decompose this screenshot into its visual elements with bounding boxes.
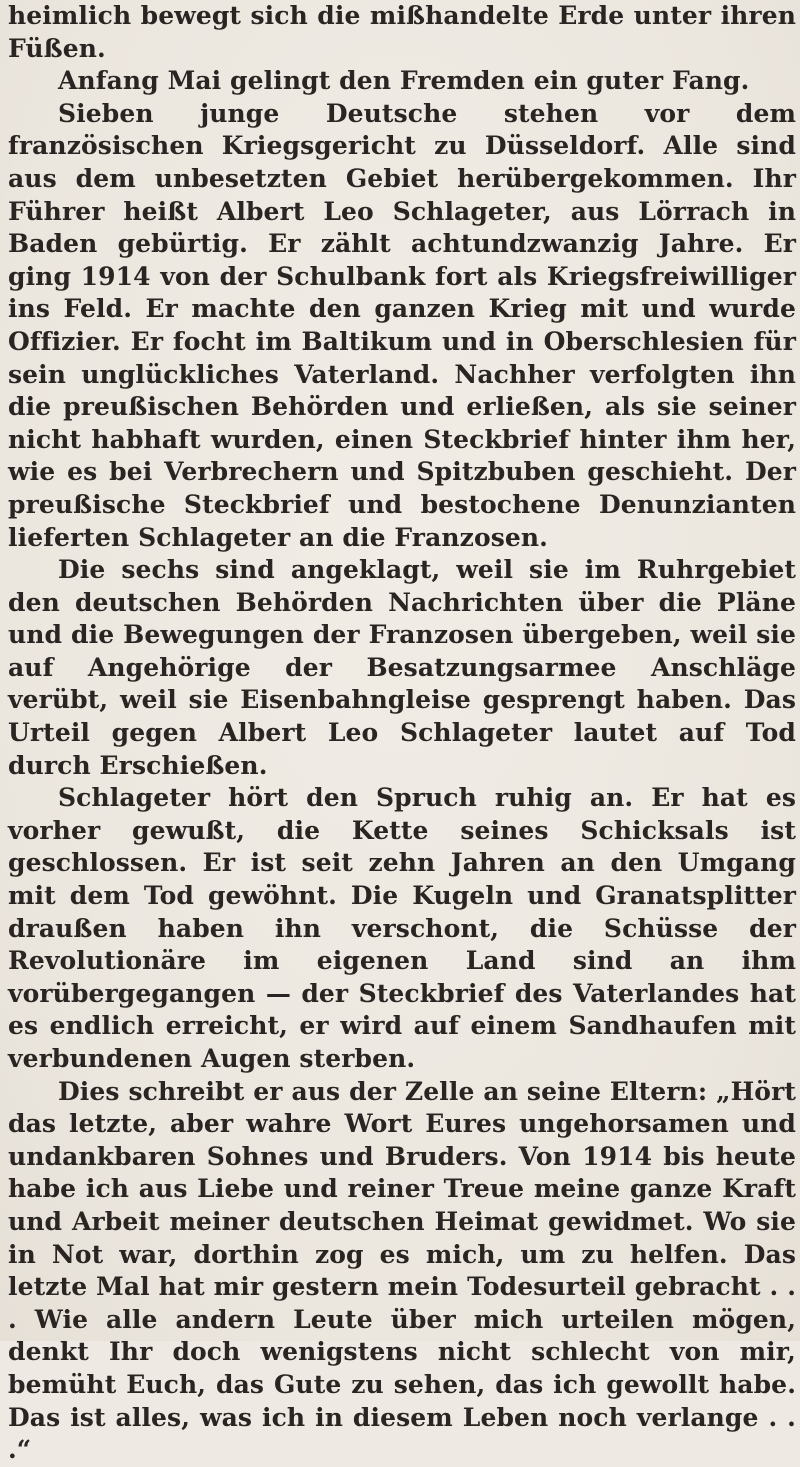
paragraph-6: Dies schreibt er aus der Zelle an seine Eltern: „Hört das letzte, aber wahre Wort Eures ungehorsamen und undankbaren Sohnes und Bruders. Von 1914 bis heute habe ich aus Liebe und reiner Treue meine ganze Kraft und Arbeit meiner deutschen Heimat gewidmet. Wo sie in Not war, dorthin zog es mich, um zu helfen. Das letzte Mal hat mir gestern mein Todesurteil gebracht . . . Wie alle andern Leute über mich urteilen mögen, denkt Ihr doch wenigstens nicht schlecht von mir, bemüht Euch, das Gute zu sehen, das ich gewollt habe. Das ist alles, was ich in diesem Leben noch verlange . . .“	[8, 1076, 796, 1465]
paragraph-3: Sieben junge Deutsche stehen vor dem französischen Kriegsgericht zu Düsseldorf. Alle sind aus dem unbesetzten Gebiet herübergekommen. Ihr Führer heißt Albert Leo Schlageter, aus Lörrach in Baden gebürtig. Er zählt achtundzwanzig Jahre. Er ging 1914 von der Schulbank fort als Kriegsfreiwilliger ins Feld. Er machte den ganzen Krieg mit und wurde Offizier. Er focht im Baltikum und in Oberschlesien für sein unglückliches Vaterland. Nachher verfolgten ihn die preußischen Behörden und erließen, als sie seiner nicht habhaft wurden, einen Steckbrief hinter ihm her, wie es bei Verbrechern und Spitzbuben geschieht. Der preußische Steckbrief und bestochene Denunzianten lieferten Schlageter an die Franzosen.	[8, 98, 796, 552]
paragraph-5: Schlageter hört den Spruch ruhig an. Er hat es vorher gewußt, die Kette seines Schicksals ist geschlossen. Er ist seit zehn Jahren an den Umgang mit dem Tod gewöhnt. Die Kugeln und Granatsplitter draußen haben ihn verschont, die Schüsse der Revolutionäre im eigenen Land sind an ihm vorübergegangen — der Steckbrief des Vaterlandes hat es endlich erreicht, er wird auf einem Sandhaufen mit verbundenen Augen sterben.	[8, 783, 796, 1073]
paragraph-4: Die sechs sind angeklagt, weil sie im Ruhrgebiet den deutschen Behörden Nachrichten über die Pläne und die Bewegungen der Franzosen übergeben, weil sie auf Angehörige der Besatzungsarmee Anschläge verübt, weil sie Eisenbahngleise gesprengt haben. Das Urteil gegen Albert Leo Schlageter lautet auf Tod durch Erschießen.	[8, 555, 796, 780]
body-text	[8, 0, 796, 1467]
paragraph-1: heimlich bewegt sich die mißhandelte Erde unter ihren Füßen.	[8, 1, 796, 63]
paragraph-2: Anfang Mai gelingt den Fremden ein guter Fang.	[58, 66, 750, 96]
